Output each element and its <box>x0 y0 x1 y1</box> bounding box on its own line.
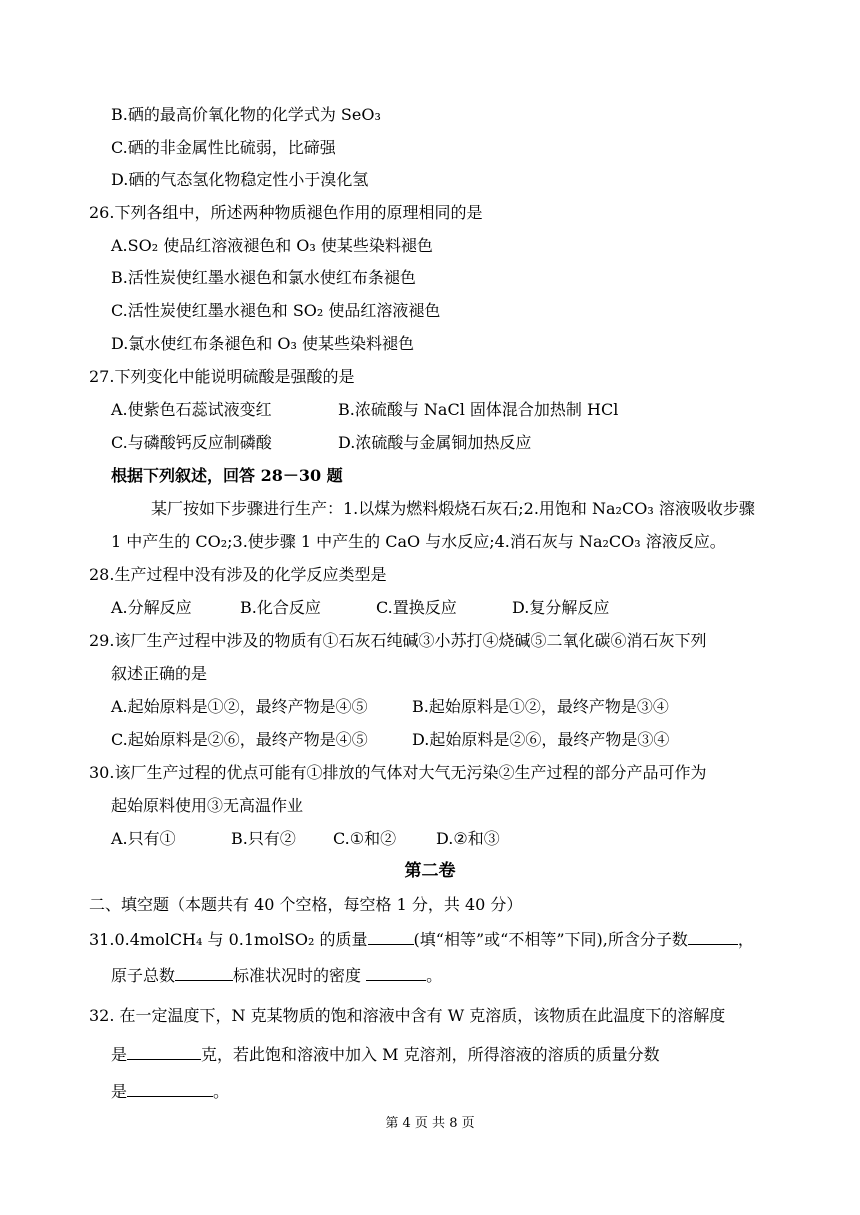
q26-option-c: C.活性炭使红墨水褪色和 SO₂ 使品红溶液褪色 <box>111 301 441 320</box>
q30-option-d: D.②和③ <box>436 829 500 848</box>
q30-option-b: B.只有② <box>231 829 296 848</box>
q32-blank-mass-fraction[interactable] <box>127 1080 213 1097</box>
q30-stem-line-2: 起始原料使用③无高温作业 <box>111 796 304 815</box>
q26-stem: 26.下列各组中，所述两种物质褪色作用的原理相同的是 <box>89 203 483 222</box>
q32-line-2 <box>111 1043 660 1066</box>
q32-blank-solubility[interactable] <box>127 1043 201 1060</box>
q30-stem-line-1: 30.该厂生产过程的优点可能有①排放的气体对大气无污染②生产过程的部分产品可作为 <box>89 763 707 782</box>
q28-stem: 28.生产过程中没有涉及的化学反应类型是 <box>89 565 387 584</box>
q31-text-1: 31.0.4molCH₄ 与 0.1molSO₂ 的质量 <box>89 930 368 949</box>
q32-text-5: 。 <box>213 1082 230 1101</box>
q29-option-c: C.起始原料是②⑥，最终产物是④⑤ <box>111 730 368 749</box>
q28-option-d: D.复分解反应 <box>512 598 610 617</box>
q32-line-1: 32. 在一定温度下，N 克某物质的饱和溶液中含有 W 克溶质，该物质在此温度下的溶解度 <box>89 1006 726 1025</box>
part-title: 第二卷 <box>404 861 456 881</box>
q26-option-b: B.活性炭使红墨水褪色和氯水使红布条褪色 <box>111 268 416 287</box>
q31-line-1 <box>89 928 754 951</box>
q28-option-a: A.分解反应 <box>111 598 192 617</box>
q29-stem-line-1: 29.该厂生产过程中涉及的物质有①石灰石纯碱③小苏打④烧碱⑤二氧化碳⑥消石灰下列 <box>89 631 707 650</box>
q30-option-c: C.①和② <box>333 829 397 848</box>
q28-option-b: B.化合反应 <box>240 598 321 617</box>
q31-text-4: 原子总数 <box>111 966 176 985</box>
q31-blank-molecules[interactable] <box>688 928 738 945</box>
section-instructions: 二、填空题（本题共有 40 个空格，每空格 1 分，共 40 分） <box>89 895 523 914</box>
q31-blank-density[interactable] <box>366 964 426 981</box>
q27-option-b: B.浓硫酸与 NaCl 固体混合加热制 HCl <box>338 400 619 419</box>
q25-option-c: C.硒的非金属性比硫弱，比碲强 <box>111 138 336 157</box>
q26-option-a: A.SO₂ 使品红溶液褪色和 O₃ 使某些染料褪色 <box>111 236 433 255</box>
page-footer: 第 4 页 共 8 页 <box>385 1116 475 1131</box>
passage-line-2: 1 中产生的 CO₂;3.使步骤 1 中产生的 CaO 与水反应;4.消石灰与 Na₂CO₃ 溶液反应。 <box>111 532 726 551</box>
q27-stem: 27.下列变化中能说明硫酸是强酸的是 <box>89 367 355 386</box>
q32-text-4: 是 <box>111 1082 128 1101</box>
q28-option-c: C.置换反应 <box>376 598 457 617</box>
q30-option-a: A.只有① <box>111 829 176 848</box>
q31-blank-mass[interactable] <box>368 928 414 945</box>
q25-option-d: D.硒的气态氢化物稳定性小于溴化氢 <box>111 170 369 189</box>
passage-heading: 根据下列叙述，回答 28－30 题 <box>111 466 343 485</box>
q31-text-6: 。 <box>426 966 443 985</box>
q25-option-b: B.硒的最高价氧化物的化学式为 SeO₃ <box>111 105 381 124</box>
q32-text-3: 克，若此饱和溶液中加入 M 克溶剂，所得溶液的溶质的质量分数 <box>201 1045 660 1064</box>
q29-option-d: D.起始原料是②⑥，最终产物是③④ <box>412 730 670 749</box>
q31-line-2 <box>111 964 442 987</box>
q27-option-c: C.与磷酸钙反应制磷酸 <box>111 433 272 452</box>
passage-line-1: 某厂按如下步骤进行生产：1.以煤为燃料煅烧石灰石;2.用饱和 Na₂CO₃ 溶液吸收步骤 <box>151 499 755 518</box>
q31-text-5: 标准状况时的密度 <box>233 966 362 985</box>
q31-text-3: ， <box>737 930 754 949</box>
q26-option-d: D.氯水使红布条褪色和 O₃ 使某些染料褪色 <box>111 334 415 353</box>
q31-text-2: (填“相等”或“不相等”下同),所含分子数 <box>413 930 688 949</box>
q29-stem-line-2: 叙述正确的是 <box>111 664 208 683</box>
q32-line-3 <box>111 1080 229 1103</box>
q29-option-b: B.起始原料是①②，最终产物是③④ <box>412 697 669 716</box>
q27-option-a: A.使紫色石蕊试液变红 <box>111 400 272 419</box>
q32-text-2: 是 <box>111 1045 128 1064</box>
q27-option-d: D.浓硫酸与金属铜加热反应 <box>338 433 532 452</box>
q31-blank-atoms[interactable] <box>175 964 233 981</box>
q29-option-a: A.起始原料是①②，最终产物是④⑤ <box>111 697 368 716</box>
